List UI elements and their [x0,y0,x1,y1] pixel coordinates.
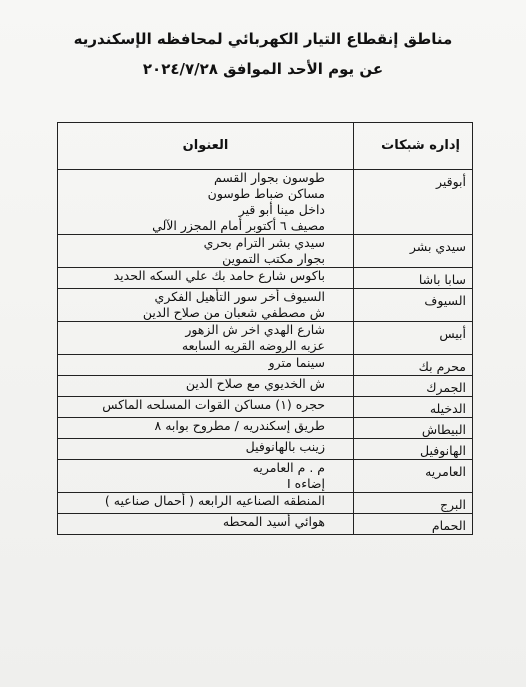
cell-department: السيوف [354,289,473,322]
address-line: باكوس شارع حامد بك علي السكه الحديد [113,268,325,283]
cell-department: البرج [354,493,473,514]
address-line: سيدي بشر الترام بحري [203,235,325,250]
document-date-subtitle: عن يوم الأحد الموافق ٢٠٢٤/٧/٢٨ [142,60,384,78]
table-header-row [58,123,473,170]
address-line: مساكن ضباط طوسون [207,186,325,201]
cell-address [58,418,354,439]
outage-table [57,122,473,535]
cell-address [58,170,354,235]
table-row [58,397,473,418]
address-line: ش مصطفي شعبان من صلاح الدين [142,305,325,320]
cell-department: أبوقير [354,170,473,235]
column-header-department: إداره شبكات [354,123,473,170]
table-row [58,514,473,535]
table-row [58,322,473,355]
address-line: شارع الهدي اخر ش الزهور [185,322,325,337]
table-row [58,493,473,514]
cell-address [58,268,354,289]
address-line: سينما مترو [268,355,325,370]
column-header-address: العنوان [58,123,354,170]
table-row [58,376,473,397]
cell-department: الجمرك [354,376,473,397]
address-line: زينب بالهانوفيل [245,439,325,454]
address-line: مصيف ٦ أكتوبر أمام المجزر الآلي [152,218,325,233]
cell-address [58,322,354,355]
cell-address [58,355,354,376]
cell-address [58,493,354,514]
address-line: عزبه الروضه القريه السابعه [181,338,325,353]
address-line: داخل مينا أبو قير [238,202,325,217]
table-row [58,170,473,235]
cell-department: العامريه [354,460,473,493]
table-row [58,355,473,376]
cell-department: الهانوفيل [354,439,473,460]
cell-address [58,397,354,418]
table-body [58,170,473,535]
cell-address [58,514,354,535]
address-line: حجره (١) مساكن القوات المسلحه الماكس [102,397,325,412]
document-title: مناطق إنقطاع التيار الكهربائي لمحافظه الإسكندريه [73,30,453,48]
cell-address [58,376,354,397]
address-line: المنطقه الصناعيه الرابعه ( أحمال صناعيه ) [104,493,325,508]
cell-department: الدخيله [354,397,473,418]
address-line: ش الخديوي مع صلاح الدين [185,376,325,391]
cell-department: سيدي بشر [354,235,473,268]
cell-address [58,439,354,460]
address-line: إضاءه I [287,476,325,491]
table-row [58,235,473,268]
address-line: طريق إسكندريه / مطروح بوابه ٨ [154,418,325,433]
cell-department: البيطاش [354,418,473,439]
cell-address [58,235,354,268]
cell-department: سابا باشا [354,268,473,289]
table-row [58,460,473,493]
table-row [58,268,473,289]
address-line: هوائي أسيد المحطه [222,514,325,529]
address-line: بجوار مكتب التموين [222,251,325,266]
address-line: السيوف أخر سور التأهيل الفكري [154,289,325,304]
cell-department: محرم بك [354,355,473,376]
table-row [58,439,473,460]
cell-address [58,460,354,493]
table-row [58,418,473,439]
cell-department: أبيس [354,322,473,355]
table-row [58,289,473,322]
cell-department: الحمام [354,514,473,535]
address-line: م . م العامريه [252,460,325,475]
address-line: طوسون بجوار القسم [213,170,325,185]
cell-address [58,289,354,322]
